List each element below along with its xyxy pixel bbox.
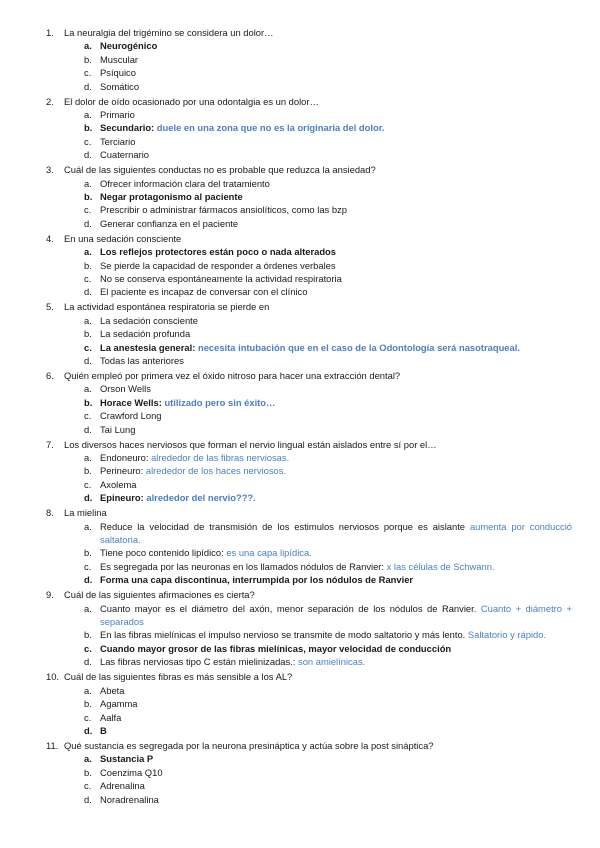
answer-option	[0, 272, 600, 285]
option-letter: c.	[84, 204, 92, 216]
option-letter: d.	[84, 793, 92, 805]
option-note: necesita intubación que en el caso de la Odontología será nasotraqueal.	[197, 341, 520, 353]
option-text: Primario	[100, 109, 135, 120]
option-text: Aalfa	[100, 711, 122, 723]
option-letter: a.	[84, 314, 92, 326]
option-list	[0, 314, 600, 368]
answer-option	[0, 697, 600, 710]
option-letter: a.	[84, 246, 92, 258]
option-body	[100, 451, 572, 464]
question-number: 4.	[46, 232, 54, 244]
option-body	[100, 314, 572, 327]
option-body	[100, 259, 572, 272]
option-text: El paciente es incapaz de conversar con el clínico	[100, 286, 308, 298]
question-text: Cuál de las siguientes conductas no es probable que reduzca la ansiedad?	[64, 164, 376, 176]
option-text: Somático	[100, 80, 140, 92]
option-text: Epineuro:	[100, 492, 144, 504]
question-text: La neuralgia del trigémino se considera un dolor…	[64, 27, 274, 38]
answer-option	[0, 793, 600, 806]
question-stem	[0, 739, 600, 752]
answer-option	[0, 135, 600, 148]
option-note: alrededor de los haces nerviosos.	[145, 465, 287, 477]
option-body	[100, 39, 572, 52]
answer-option	[0, 684, 600, 697]
question-text: Cuál de las siguientes fibras es más sensible a los AL?	[64, 671, 293, 683]
option-text: Sustancia P	[100, 753, 154, 765]
answer-option	[0, 259, 600, 272]
answer-option	[0, 491, 600, 504]
answer-option	[0, 148, 600, 161]
question-stem	[0, 438, 600, 451]
question-number: 6.	[46, 370, 54, 382]
option-text: B	[100, 724, 107, 736]
answer-option	[0, 766, 600, 779]
answer-option	[0, 203, 600, 216]
option-text: Perineuro:	[100, 465, 144, 477]
option-letter: b.	[84, 191, 93, 203]
question-stem	[0, 670, 600, 683]
answer-option	[0, 177, 600, 190]
answer-option	[0, 724, 600, 737]
question-9	[0, 588, 600, 670]
option-letter: c.	[84, 560, 92, 572]
option-list	[0, 108, 600, 162]
option-text: Generar confianza en el paciente	[100, 217, 239, 229]
option-body	[100, 285, 572, 298]
option-letter: a.	[84, 109, 92, 120]
option-body	[100, 478, 572, 491]
answer-option	[0, 245, 600, 258]
question-stem	[0, 300, 600, 313]
option-list	[0, 39, 600, 93]
option-body	[100, 684, 572, 697]
option-text: En las fibras mielínicas el impulso nervioso se transmite de modo saltatorio y más lento.	[100, 629, 466, 641]
option-text: No se conserva espontáneamente la actividad respiratoria	[100, 273, 342, 285]
question-2	[0, 95, 600, 164]
option-letter: a.	[84, 452, 92, 464]
option-body	[100, 382, 572, 395]
option-text: Endoneuro:	[100, 452, 149, 464]
question-number: 8.	[46, 507, 54, 519]
answer-option	[0, 80, 600, 93]
option-text: Tiene poco contenido lipídico:	[100, 547, 224, 559]
question-number: 3.	[46, 164, 54, 176]
option-text: Adrenalina	[100, 780, 145, 792]
option-text: La anestesia general:	[100, 341, 196, 353]
option-letter: d.	[84, 217, 92, 229]
answer-option	[0, 423, 600, 436]
answer-option	[0, 285, 600, 298]
answer-option	[0, 341, 600, 354]
answer-option	[0, 464, 600, 477]
option-text: La sedación consciente	[100, 314, 198, 326]
option-body	[100, 464, 572, 477]
option-text: Cuaternario	[100, 149, 149, 161]
option-letter: b.	[84, 328, 92, 340]
option-body	[100, 53, 572, 66]
answer-option	[0, 66, 600, 79]
option-body	[100, 752, 572, 765]
option-body	[100, 245, 572, 258]
answer-option	[0, 478, 600, 491]
option-note: aumenta por conducció saltatoria.	[100, 520, 572, 546]
answer-option	[0, 752, 600, 765]
option-list	[0, 245, 600, 299]
question-text: Qué sustancia es segregada por la neurona presináptica y actúa sobre la post sináptica?	[64, 739, 434, 751]
option-letter: a.	[84, 383, 92, 395]
option-text: Crawford Long	[100, 410, 162, 422]
option-note: Saltatorio y rápido.	[467, 629, 547, 641]
option-letter: a.	[84, 177, 92, 189]
question-text: En una sedación consciente	[64, 232, 182, 244]
option-body	[100, 327, 572, 340]
option-letter: b.	[84, 629, 92, 641]
option-text: Terciario	[100, 135, 136, 147]
option-body	[100, 711, 572, 724]
option-letter: b.	[84, 698, 92, 710]
option-body	[100, 409, 572, 422]
question-5	[0, 300, 600, 369]
option-body	[100, 560, 572, 573]
option-text: La sedación profunda	[100, 328, 191, 340]
option-text: Ofrecer información clara del tratamiento	[100, 177, 270, 189]
option-text: Prescribir o administrar fármacos ansiolíticos, como las bzp	[100, 204, 347, 216]
option-text: Negar protagonismo al paciente	[100, 191, 243, 203]
option-body	[100, 354, 572, 367]
option-list	[0, 684, 600, 738]
option-letter: c.	[84, 341, 92, 353]
question-stem	[0, 369, 600, 382]
option-body	[100, 135, 572, 148]
option-letter: c.	[84, 478, 92, 490]
answer-option	[0, 628, 600, 641]
option-text: Abeta	[100, 684, 125, 696]
option-note: utilizado pero sin éxito…	[164, 396, 276, 408]
option-letter: c.	[84, 273, 92, 285]
answer-option	[0, 217, 600, 230]
option-body	[100, 396, 572, 409]
option-text: Los reflejos protectores están poco o nada alterados	[100, 246, 337, 258]
question-8	[0, 506, 600, 588]
option-letter: a.	[84, 684, 92, 696]
option-body	[100, 148, 572, 161]
question-6	[0, 369, 600, 438]
option-body	[100, 779, 572, 792]
option-body	[100, 80, 572, 93]
option-body	[100, 108, 572, 121]
option-body	[100, 423, 572, 436]
option-letter: d.	[84, 80, 92, 92]
answer-option	[0, 779, 600, 792]
option-note: x las células de Schwann.	[386, 560, 495, 572]
question-stem	[0, 26, 600, 39]
option-text: Muscular	[100, 53, 139, 65]
question-text: Quién empleó por primera vez el óxido nitroso para hacer una extracción dental?	[64, 370, 401, 382]
option-letter: b.	[84, 53, 92, 65]
option-text: Orson Wells	[100, 383, 151, 395]
option-letter: b.	[84, 547, 92, 559]
option-note: duele en una zona que no es la originaria del dolor.	[156, 122, 385, 134]
option-letter: b.	[84, 259, 92, 271]
question-stem	[0, 163, 600, 176]
option-letter: d.	[84, 724, 93, 736]
option-text: Noradrenalina	[100, 793, 159, 805]
option-text: Tai Lung	[100, 423, 136, 435]
option-letter: d.	[84, 574, 93, 586]
option-text: Psíquico	[100, 67, 136, 79]
answer-option	[0, 314, 600, 327]
question-text: La actividad espontánea respiratoria se pierde en	[64, 301, 270, 313]
question-text: Los diversos haces nerviosos que forman el nervio lingual están aislados entre sí por el…	[64, 438, 437, 450]
option-list	[0, 602, 600, 669]
option-body	[100, 655, 572, 668]
question-stem	[0, 95, 600, 108]
question-number: 5.	[46, 301, 54, 313]
question-number: 1.	[46, 27, 54, 38]
option-note: es una capa lipídica.	[226, 547, 312, 559]
option-note: alrededor de las fibras nerviosas.	[151, 452, 290, 464]
answer-option	[0, 546, 600, 559]
answer-option	[0, 382, 600, 395]
answer-option	[0, 108, 600, 121]
option-body	[100, 66, 572, 79]
option-text: Horace Wells:	[100, 396, 162, 408]
option-letter: d.	[84, 286, 92, 298]
option-text: Reduce la velocidad de transmisión de los estimulos nerviosos porque es aislante	[100, 520, 466, 532]
option-body	[100, 766, 572, 779]
option-letter: b.	[84, 122, 93, 134]
option-letter: c.	[84, 67, 92, 79]
option-letter: c.	[84, 780, 92, 792]
option-list	[0, 752, 600, 806]
question-10	[0, 670, 600, 739]
option-body	[100, 520, 572, 547]
option-letter: a.	[84, 40, 92, 52]
option-body	[100, 272, 572, 285]
option-letter: a.	[84, 753, 92, 765]
option-letter: d.	[84, 355, 92, 367]
answer-option	[0, 121, 600, 134]
question-1	[0, 26, 600, 95]
answer-option	[0, 642, 600, 655]
question-stem	[0, 588, 600, 601]
option-body	[100, 642, 572, 655]
quiz-page	[0, 26, 600, 808]
question-stem	[0, 232, 600, 245]
option-list	[0, 177, 600, 231]
option-body	[100, 602, 572, 629]
option-body	[100, 341, 572, 354]
question-number: 2.	[46, 95, 54, 107]
question-3	[0, 163, 600, 232]
option-letter: c.	[84, 711, 92, 723]
answer-option	[0, 409, 600, 422]
option-text: Agamma	[100, 698, 138, 710]
option-letter: b.	[84, 396, 93, 408]
option-body	[100, 203, 572, 216]
option-body	[100, 217, 572, 230]
option-letter: d.	[84, 423, 92, 435]
answer-option	[0, 711, 600, 724]
question-7	[0, 438, 600, 507]
answer-option	[0, 39, 600, 52]
option-text: Forma una capa discontinua, interrumpida por los nódulos de Ranvier	[100, 574, 414, 586]
answer-option	[0, 655, 600, 668]
option-letter: c.	[84, 135, 92, 147]
question-text: Cuál de las siguientes afirmaciones es cierta?	[64, 589, 255, 601]
option-body	[100, 793, 572, 806]
option-letter: c.	[84, 642, 92, 654]
option-letter: d.	[84, 149, 92, 161]
option-body	[100, 177, 572, 190]
question-number: 10.	[46, 671, 60, 683]
option-text: Se pierde la capacidad de responder a órdenes verbales	[100, 259, 336, 271]
answer-option	[0, 190, 600, 203]
option-letter: b.	[84, 465, 92, 477]
option-body	[100, 628, 572, 641]
question-stem	[0, 506, 600, 519]
question-number: 7.	[46, 438, 54, 450]
question-text: El dolor de oído ocasionado por una odontalgia es un dolor…	[64, 95, 319, 107]
option-list	[0, 520, 600, 587]
option-note: alrededor del nervio???.	[146, 492, 256, 504]
option-note: Cuanto + diámetro + separados	[100, 602, 572, 628]
question-11	[0, 739, 600, 808]
question-text: La mielina	[64, 507, 107, 519]
option-letter: a.	[84, 602, 92, 614]
option-body	[100, 546, 572, 559]
option-body	[100, 724, 572, 737]
option-body	[100, 121, 572, 134]
option-text: Neurogénico	[100, 40, 158, 52]
question-4	[0, 232, 600, 301]
option-text: Cuanto mayor es el diámetro del axón, menor separación de los nódulos de Ranvier.	[100, 602, 477, 614]
answer-option	[0, 396, 600, 409]
option-body	[100, 573, 572, 586]
answer-option	[0, 354, 600, 367]
option-note: son amielínicas.	[298, 656, 366, 668]
option-text: Todas las anteriores	[100, 355, 184, 367]
answer-option	[0, 560, 600, 573]
option-text: Secundario:	[100, 122, 155, 134]
answer-option	[0, 573, 600, 586]
option-list	[0, 382, 600, 436]
option-text: Axolema	[100, 478, 137, 490]
option-letter: d.	[84, 656, 92, 668]
option-text: Las fibras nerviosas tipo C están mielinizadas.:	[100, 656, 296, 668]
option-text: Coenzima Q10	[100, 766, 163, 778]
option-body	[100, 190, 572, 203]
question-number: 9.	[46, 589, 54, 601]
answer-option	[0, 327, 600, 340]
answer-option	[0, 451, 600, 464]
option-letter: d.	[84, 492, 93, 504]
option-text: Es segregada por las neuronas en los llamados nódulos de Ranvier:	[100, 560, 385, 572]
option-letter: b.	[84, 766, 92, 778]
answer-option	[0, 602, 600, 629]
option-list	[0, 451, 600, 505]
option-body	[100, 491, 572, 504]
answer-option	[0, 520, 600, 547]
question-number: 11.	[46, 739, 59, 751]
option-text: Cuando mayor grosor de las fibras mielínicas, mayor velocidad de conducción	[100, 642, 452, 654]
option-letter: a.	[84, 520, 92, 532]
option-letter: c.	[84, 410, 92, 422]
option-body	[100, 697, 572, 710]
answer-option	[0, 53, 600, 66]
